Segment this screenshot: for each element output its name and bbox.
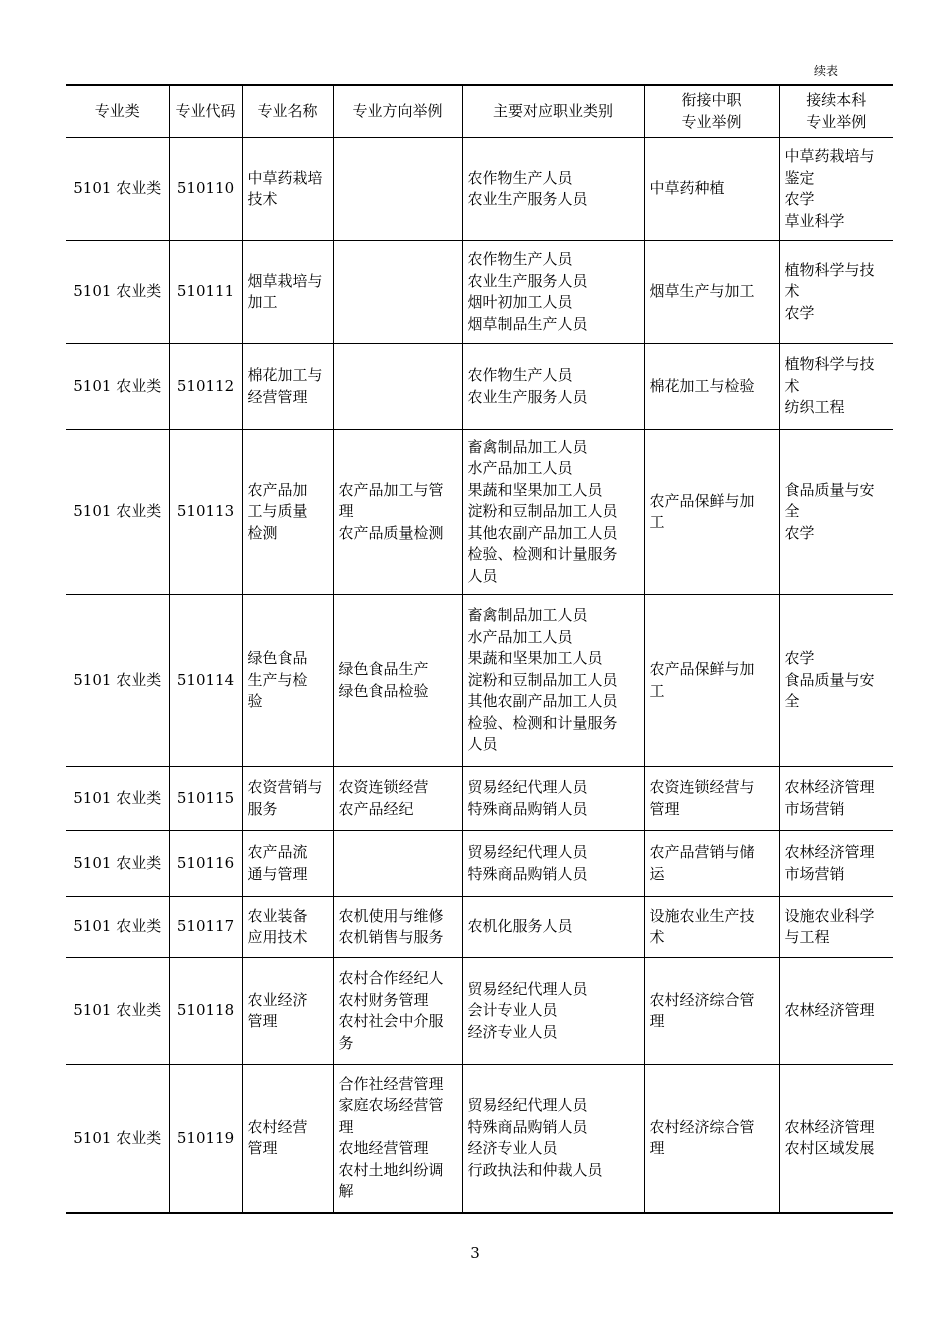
cell-line: 农业生产服务人员 — [467, 190, 588, 208]
cell-line: 水产品加工人员 — [467, 627, 573, 646]
cell-line: 术 — [649, 928, 665, 946]
cell-line: 服务 — [247, 799, 278, 818]
cell-line: 纺织工程 — [784, 398, 845, 417]
cell-line: 农资连锁经营 — [338, 778, 429, 796]
cell-line: 果蔬和坚果加工人员 — [467, 649, 603, 668]
secondary-cell — [644, 958, 779, 1065]
cell-line: 农业经济 — [247, 990, 308, 1009]
cell-line: 农学 — [784, 190, 815, 208]
cell-line: 工与质量 — [247, 502, 308, 521]
cell-line: 淀粉和豆制品加工人员 — [467, 670, 618, 689]
cell-line: 术 — [784, 376, 800, 395]
occupation-cell — [462, 344, 644, 430]
cell-line: 主要对应职业类别 — [492, 101, 613, 120]
cell-line: 农产品质量检测 — [338, 523, 444, 542]
cell-line: 农业装备 — [247, 906, 308, 925]
cell-line: 510115 — [176, 788, 235, 807]
cell-line: 合作社经营管理 — [338, 1074, 444, 1093]
name-cell — [242, 138, 333, 241]
cell-line: 农林经济管理 — [784, 1001, 875, 1020]
cell-line: 接续本科 — [806, 91, 867, 109]
code-cell — [169, 344, 242, 430]
page-number: 3 — [470, 1244, 480, 1262]
category-cell — [66, 767, 169, 831]
cell-line: 农产品保鲜与加 — [649, 660, 755, 678]
table-row — [66, 1065, 893, 1213]
cell-line: 农村经济综合管 — [649, 1117, 755, 1136]
code-cell — [169, 241, 242, 344]
cell-line: 管理 — [649, 799, 680, 818]
category-cell — [66, 831, 169, 897]
cell-line: 农机销售与服务 — [338, 928, 444, 946]
continued-label: 续表 — [813, 64, 838, 78]
category-cell — [66, 1065, 169, 1213]
cell-line: 理 — [338, 502, 354, 521]
cell-line: 农村土地纠纷调 — [338, 1160, 444, 1179]
cell-line: 果蔬和坚果加工人员 — [467, 480, 603, 499]
cell-line: 全 — [784, 502, 800, 521]
table-row — [66, 958, 893, 1065]
code-cell — [169, 595, 242, 767]
cell-line: 植物科学与技 — [784, 260, 875, 279]
cell-line: 贸易经纪代理人员 — [467, 1096, 588, 1115]
cell-line: 生产与检 — [247, 670, 308, 689]
cell-line: 绿色食品生产 — [338, 660, 429, 678]
cell-line: 5101 农业类 — [73, 670, 162, 689]
cell-line: 510112 — [176, 376, 235, 395]
cell-line: 检验、检测和计量服务 — [467, 713, 618, 732]
direction-cell — [333, 138, 462, 241]
category-cell — [66, 595, 169, 767]
name-cell — [242, 344, 333, 430]
category-cell — [66, 897, 169, 958]
cell-line: 烟叶初加工人员 — [467, 293, 573, 311]
cell-line: 衔接中职 — [681, 91, 742, 109]
cell-line: 专业代码 — [175, 101, 236, 120]
name-cell — [242, 767, 333, 831]
undergrad-cell — [779, 831, 893, 897]
name-cell — [242, 1065, 333, 1213]
cell-line: 贸易经纪代理人员 — [467, 979, 588, 998]
cell-line: 与工程 — [784, 928, 830, 946]
table-row — [66, 344, 893, 430]
table-row — [66, 767, 893, 831]
cell-line: 农学 — [784, 303, 815, 322]
table-row — [66, 241, 893, 344]
code-cell — [169, 831, 242, 897]
cell-line: 市场营销 — [784, 799, 845, 818]
name-cell — [242, 241, 333, 344]
cell-line: 食品质量与安 — [784, 670, 875, 689]
cell-line: 农作物生产人员 — [467, 366, 573, 384]
secondary-cell — [644, 138, 779, 241]
cell-line: 专业类 — [94, 101, 140, 120]
cell-line: 运 — [649, 864, 665, 883]
cell-line: 中草药种植 — [649, 179, 725, 198]
cell-line: 人员 — [467, 566, 498, 585]
undergrad-cell — [779, 1065, 893, 1213]
cell-line: 特殊商品购销人员 — [467, 864, 588, 883]
code-cell — [169, 1065, 242, 1213]
secondary-cell — [644, 897, 779, 958]
direction-cell — [333, 595, 462, 767]
header-category — [66, 85, 169, 138]
code-cell — [169, 767, 242, 831]
cell-line: 理 — [338, 1117, 354, 1136]
cell-line: 农学 — [784, 523, 815, 542]
occupation-cell — [462, 767, 644, 831]
code-cell — [169, 958, 242, 1065]
cell-line: 经营管理 — [247, 387, 308, 406]
cell-line: 畜禽制品加工人员 — [467, 437, 588, 456]
occupation-cell — [462, 430, 644, 595]
cell-line: 理 — [649, 1139, 665, 1158]
table-row — [66, 138, 893, 241]
cell-line: 工 — [649, 513, 665, 531]
cell-line: 510117 — [176, 917, 235, 936]
cell-line: 农机使用与维修 — [338, 906, 444, 925]
cell-line: 510113 — [176, 502, 235, 521]
cell-line: 510118 — [176, 1001, 235, 1020]
cell-line: 5101 农业类 — [73, 1001, 162, 1020]
cell-line: 贸易经纪代理人员 — [467, 843, 588, 861]
cell-line: 农资连锁经营与 — [649, 778, 755, 796]
cell-line: 农村经济综合管 — [649, 990, 755, 1009]
cell-line: 5101 农业类 — [73, 917, 162, 936]
cell-line: 管理 — [247, 1012, 278, 1030]
cell-line: 中草药栽培 — [247, 168, 323, 187]
cell-line: 应用技术 — [247, 928, 308, 946]
cell-line: 食品质量与安 — [784, 480, 875, 499]
cell-line: 其他农副产品加工人员 — [467, 523, 618, 542]
cell-line: 淀粉和豆制品加工人员 — [467, 502, 618, 521]
cell-line: 农林经济管理 — [784, 843, 875, 861]
major-catalog-table — [66, 84, 893, 1214]
cell-line: 农作物生产人员 — [467, 168, 573, 187]
undergrad-cell — [779, 897, 893, 958]
direction-cell — [333, 1065, 462, 1213]
cell-line: 植物科学与技 — [784, 355, 875, 374]
name-cell — [242, 831, 333, 897]
name-cell — [242, 897, 333, 958]
cell-line: 设施农业科学 — [784, 906, 875, 925]
cell-line: 农产品加 — [247, 480, 308, 499]
cell-line: 农林经济管理 — [784, 778, 875, 796]
occupation-cell — [462, 958, 644, 1065]
cell-line: 鉴定 — [784, 168, 815, 187]
cell-line: 农业生产服务人员 — [467, 387, 588, 406]
cell-line: 烟草制品生产人员 — [467, 314, 588, 333]
cell-line: 特殊商品购销人员 — [467, 1117, 588, 1136]
cell-line: 解 — [338, 1182, 354, 1201]
cell-line: 专业方向举例 — [352, 101, 443, 120]
header-code — [169, 85, 242, 138]
direction-cell — [333, 831, 462, 897]
cell-line: 其他农副产品加工人员 — [467, 692, 618, 711]
cell-line: 经济专业人员 — [467, 1022, 558, 1041]
occupation-cell — [462, 1065, 644, 1213]
cell-line: 检验、检测和计量服务 — [467, 545, 618, 564]
cell-line: 农林经济管理 — [784, 1117, 875, 1136]
category-cell — [66, 241, 169, 344]
undergrad-cell — [779, 241, 893, 344]
category-cell — [66, 138, 169, 241]
cell-line: 市场营销 — [784, 864, 845, 883]
cell-line: 5101 农业类 — [73, 179, 162, 198]
cell-line: 全 — [784, 692, 800, 711]
cell-line: 农产品经纪 — [338, 799, 414, 818]
cell-line: 技术 — [247, 190, 278, 208]
occupation-cell — [462, 138, 644, 241]
category-cell — [66, 430, 169, 595]
cell-line: 农村社会中介服 — [338, 1012, 444, 1030]
cell-line: 草业科学 — [784, 211, 845, 230]
cell-line: 农学 — [784, 649, 815, 668]
direction-cell — [333, 958, 462, 1065]
cell-line: 专业举例 — [681, 112, 742, 131]
direction-cell — [333, 344, 462, 430]
cell-line: 设施农业生产技 — [649, 906, 755, 925]
cell-line: 农地经营管理 — [338, 1139, 429, 1158]
direction-cell — [333, 767, 462, 831]
cell-line: 工 — [649, 681, 665, 700]
cell-line: 畜禽制品加工人员 — [467, 606, 588, 625]
table-header-row — [66, 85, 893, 138]
secondary-cell — [644, 241, 779, 344]
cell-line: 5101 农业类 — [73, 376, 162, 395]
undergrad-cell — [779, 430, 893, 595]
header-secondary — [644, 85, 779, 138]
cell-line: 510111 — [176, 282, 235, 301]
cell-line: 管理 — [247, 1139, 278, 1158]
cell-line: 农产品加工与管 — [338, 480, 444, 499]
secondary-cell — [644, 1065, 779, 1213]
table-row — [66, 595, 893, 767]
cell-line: 经济专业人员 — [467, 1139, 558, 1158]
cell-line: 特殊商品购销人员 — [467, 799, 588, 818]
table-row — [66, 897, 893, 958]
cell-line: 农村经营 — [247, 1117, 308, 1136]
undergrad-cell — [779, 344, 893, 430]
cell-line: 510116 — [176, 853, 235, 872]
undergrad-cell — [779, 138, 893, 241]
cell-line: 会计专业人员 — [467, 1001, 558, 1020]
name-cell — [242, 430, 333, 595]
cell-line: 绿色食品 — [247, 649, 308, 668]
cell-line: 农村合作经纪人 — [338, 969, 444, 987]
header-occupation — [462, 85, 644, 138]
cell-line: 验 — [247, 692, 263, 711]
cell-line: 术 — [784, 282, 800, 301]
cell-line: 5101 农业类 — [73, 853, 162, 872]
cell-line: 农产品保鲜与加 — [649, 491, 755, 510]
cell-line: 农村区域发展 — [784, 1139, 875, 1158]
occupation-cell — [462, 241, 644, 344]
name-cell — [242, 958, 333, 1065]
cell-line: 510110 — [176, 179, 235, 198]
category-cell — [66, 344, 169, 430]
cell-line: 务 — [338, 1033, 354, 1052]
cell-line: 专业名称 — [257, 101, 318, 120]
cell-line: 510119 — [176, 1128, 235, 1147]
cell-line: 烟草栽培与 — [247, 271, 323, 290]
cell-line: 水产品加工人员 — [467, 459, 573, 478]
occupation-cell — [462, 595, 644, 767]
direction-cell — [333, 430, 462, 595]
cell-line: 农产品流 — [247, 843, 308, 861]
cell-line: 510114 — [176, 670, 235, 689]
cell-line: 5101 农业类 — [73, 1128, 162, 1147]
cell-line: 农村财务管理 — [338, 990, 429, 1009]
cell-line: 农产品营销与储 — [649, 843, 755, 861]
cell-line: 通与管理 — [247, 864, 308, 883]
cell-line: 烟草生产与加工 — [649, 282, 755, 301]
cell-line: 农资营销与 — [247, 778, 323, 796]
direction-cell — [333, 241, 462, 344]
cell-line: 5101 农业类 — [73, 502, 162, 521]
cell-line: 理 — [649, 1012, 665, 1030]
cell-line: 贸易经纪代理人员 — [467, 778, 588, 796]
secondary-cell — [644, 767, 779, 831]
cell-line: 行政执法和仲裁人员 — [467, 1160, 603, 1179]
cell-line: 家庭农场经营管 — [338, 1096, 444, 1115]
category-cell — [66, 958, 169, 1065]
cell-line: 加工 — [247, 293, 278, 311]
occupation-cell — [462, 897, 644, 958]
cell-line: 农作物生产人员 — [467, 250, 573, 268]
code-cell — [169, 138, 242, 241]
cell-line: 人员 — [467, 735, 498, 754]
cell-line: 中草药栽培与 — [784, 147, 875, 165]
secondary-cell — [644, 831, 779, 897]
cell-line: 5101 农业类 — [73, 788, 162, 807]
cell-line: 农业生产服务人员 — [467, 271, 588, 290]
cell-line: 专业举例 — [806, 112, 867, 131]
name-cell — [242, 595, 333, 767]
undergrad-cell — [779, 958, 893, 1065]
header-undergrad — [779, 85, 893, 138]
table-row — [66, 430, 893, 595]
table-row — [66, 831, 893, 897]
undergrad-cell — [779, 767, 893, 831]
cell-line: 绿色食品检验 — [338, 681, 429, 700]
header-name — [242, 85, 333, 138]
secondary-cell — [644, 595, 779, 767]
direction-cell — [333, 897, 462, 958]
cell-line: 5101 农业类 — [73, 282, 162, 301]
undergrad-cell — [779, 595, 893, 767]
header-direction — [333, 85, 462, 138]
code-cell — [169, 430, 242, 595]
cell-line: 检测 — [247, 523, 278, 542]
secondary-cell — [644, 344, 779, 430]
cell-line: 棉花加工与检验 — [649, 376, 755, 395]
cell-line: 棉花加工与 — [247, 366, 323, 384]
secondary-cell — [644, 430, 779, 595]
cell-line: 农机化服务人员 — [467, 917, 573, 936]
occupation-cell — [462, 831, 644, 897]
code-cell — [169, 897, 242, 958]
